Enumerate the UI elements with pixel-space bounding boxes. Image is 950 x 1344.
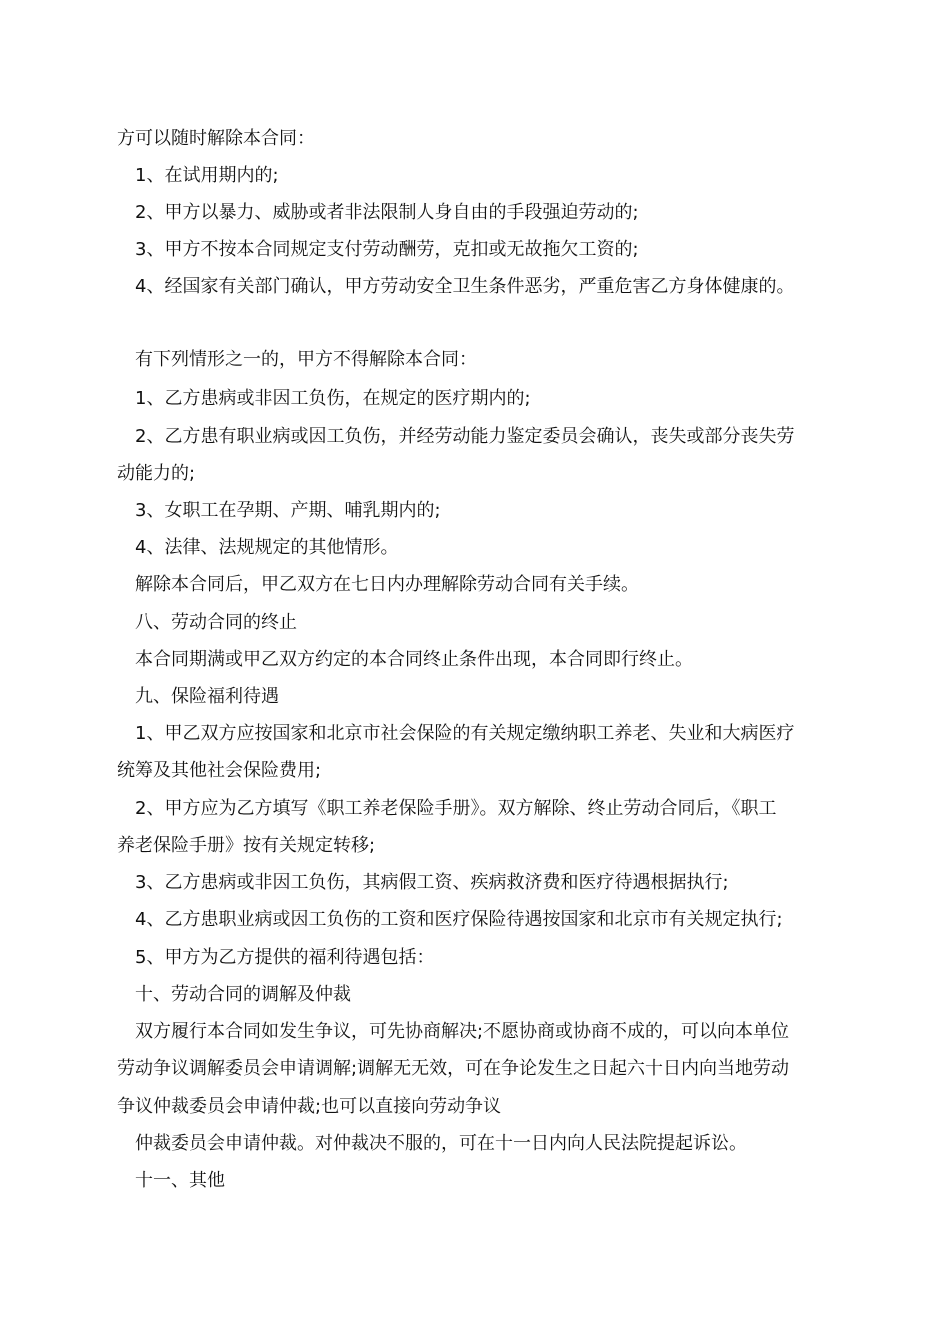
list-item: 2、乙方患有职业病或因工负伤，并经劳动能力鉴定委员会确认，丧失或部分丧失劳	[135, 426, 795, 447]
list-item: 2、甲方以暴力、威胁或者非法限制人身自由的手段强迫劳动的;	[135, 202, 639, 223]
list-item: 1、甲乙双方应按国家和北京市社会保险的有关规定缴纳职工养老、失业和大病医疗	[135, 723, 795, 744]
list-item: 5、甲方为乙方提供的福利待遇包括：	[135, 947, 435, 968]
list-item: 3、女职工在孕期、产期、哺乳期内的;	[135, 500, 441, 521]
list-item: 3、甲方不按本合同规定支付劳动酬劳，克扣或无故拖欠工资的;	[135, 239, 639, 260]
list-item: 1、在试用期内的;	[135, 165, 279, 186]
list-item-continuation: 养老保险手册》按有关规定转移;	[117, 835, 376, 856]
paragraph-line: 劳动争议调解委员会申请调解;调解无无效，可在争论发生之日起六十日内向当地劳动	[117, 1058, 790, 1079]
list-item-continuation: 动能力的;	[117, 463, 196, 484]
list-item: 2、甲方应为乙方填写《职工养老保险手册》。双方解除、终止劳动合同后，《职工	[135, 798, 777, 819]
paragraph-line: 解除本合同后，甲乙双方在七日内办理解除劳动合同有关手续。	[135, 574, 639, 595]
paragraph-line: 方可以随时解除本合同：	[117, 128, 315, 149]
list-item: 4、乙方患职业病或因工负伤的工资和医疗保险待遇按国家和北京市有关规定执行;	[135, 909, 783, 930]
paragraph-line: 争议仲裁委员会申请仲裁;也可以直接向劳动争议	[117, 1096, 502, 1117]
section-heading: 十、劳动合同的调解及仲裁	[135, 984, 351, 1005]
section-heading: 十一、其他	[135, 1170, 225, 1191]
paragraph-line: 本合同期满或甲乙双方约定的本合同终止条件出现，本合同即行终止。	[135, 649, 693, 670]
section-heading: 九、保险福利待遇	[135, 686, 279, 707]
paragraph-line: 有下列情形之一的，甲方不得解除本合同：	[135, 349, 477, 370]
list-item: 4、经国家有关部门确认，甲方劳动安全卫生条件恶劣，严重危害乙方身体健康的。	[135, 276, 795, 297]
list-item: 4、法律、法规规定的其他情形。	[135, 537, 399, 558]
paragraph-line: 双方履行本合同如发生争议，可先协商解决;不愿协商或协商不成的，可以向本单位	[135, 1021, 790, 1042]
list-item: 3、乙方患病或非因工负伤，其病假工资、疾病救济费和医疗待遇根据执行;	[135, 872, 729, 893]
list-item-continuation: 统筹及其他社会保险费用;	[117, 760, 322, 781]
paragraph-line: 仲裁委员会申请仲裁。对仲裁决不服的，可在十一日内向人民法院提起诉讼。	[135, 1133, 747, 1154]
list-item: 1、乙方患病或非因工负伤，在规定的医疗期内的;	[135, 388, 531, 409]
section-heading: 八、劳动合同的终止	[135, 612, 297, 633]
